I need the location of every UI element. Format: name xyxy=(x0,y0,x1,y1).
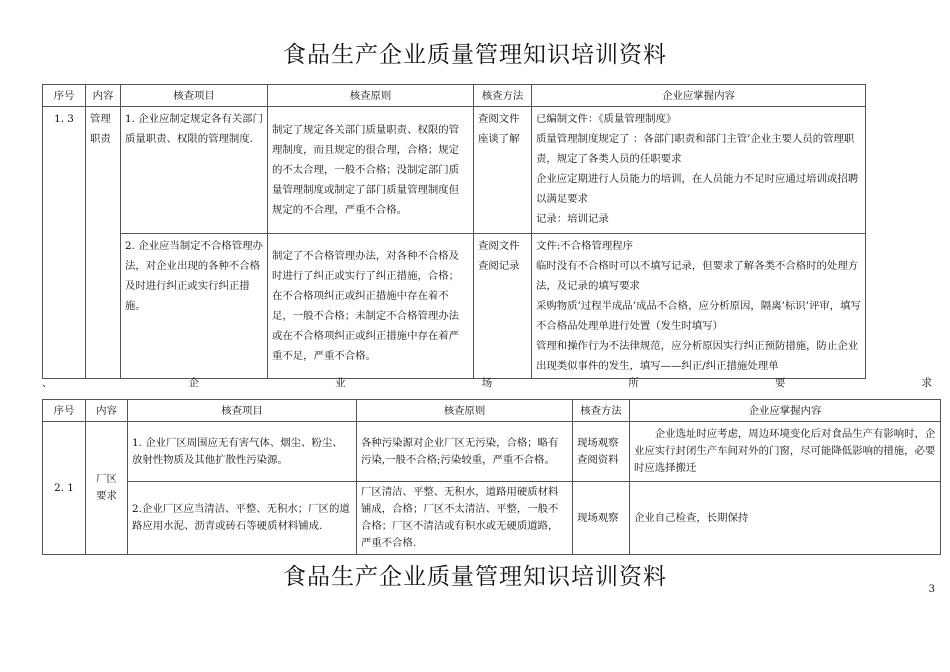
mastery-content: 企业自己检查，长期保持 xyxy=(630,482,941,555)
header-check-item: 核查项目 xyxy=(121,85,268,107)
header-check-method: 核查方法 xyxy=(474,85,532,107)
header-check-principle: 核查原则 xyxy=(268,85,474,107)
section-heading-char: 所 xyxy=(628,377,639,389)
check-method: 查阅文件 座谈了解 xyxy=(474,107,532,234)
header-mastery: 企业应掌握内容 xyxy=(532,85,866,107)
inspection-table-1 xyxy=(42,84,866,379)
check-method: 现场观察 xyxy=(573,482,630,555)
table-row xyxy=(43,234,866,379)
table-header-row xyxy=(43,85,866,107)
check-item: 2. 企业应当制定不合格管理办法，对企业出现的各种不合格及时进行纠正或实行纠正措施。 xyxy=(121,234,268,379)
check-principle: 各种污染源对企业厂区无污染，合格；略有污染,一般不合格;污染较重，严重不合格。 xyxy=(357,422,573,482)
header-content: 内容 xyxy=(86,85,121,107)
section-heading-char: 要 xyxy=(774,377,786,389)
check-item: 1. 企业厂区周围应无有害气体、烟尘、粉尘、放射性物质及其他扩散性污染源。 xyxy=(128,422,357,482)
header-mastery: 企业应掌握内容 xyxy=(630,400,941,422)
table-row xyxy=(43,482,941,555)
section-heading-char: 企 xyxy=(188,377,200,389)
row-seq: 2. 1 xyxy=(43,422,86,555)
header-seq: 序号 xyxy=(43,400,86,422)
section-heading-char: 、 xyxy=(42,377,53,389)
section-heading-char: 业 xyxy=(335,377,346,389)
page-title-repeat: 食品生产企业质量管理知识培训资料 xyxy=(283,564,667,590)
check-principle: 厂区清洁、平整、无积水，道路用硬质材料铺成，合格；厂区不太清洁、平整，一般不合格；厂区不清洁或有积水或无硬质道路，严重不合格. xyxy=(357,482,573,555)
inspection-table-2 xyxy=(42,399,941,555)
header-content: 内容 xyxy=(86,400,128,422)
row-content: 管理职责 xyxy=(86,107,121,379)
header-check-principle: 核查原则 xyxy=(357,400,573,422)
check-item: 2.企业厂区应当清洁、平整、无积水；厂区的道路应用水泥、沥青或砖石等硬质材料铺成. xyxy=(128,482,357,555)
table-row xyxy=(43,107,866,234)
row-content: 厂区 要求 xyxy=(86,422,128,555)
mastery-content: 文件:不合格管理程序 临时没有不合格时可以不填写记录，但要求了解各类不合格时的处理方法，及记录的填写要求 采购物质’过程半成品’成品不合格，应分析原因，隔离’标识’评审，填写不合格品处理单进行处置（发生时填写） 管理和操作行为不法律规范，应分析原因实行纠正预防措施，防止企业出现类似事件的发生，填写——纠正/纠正措施处理单 xyxy=(532,234,866,379)
check-method: 查阅文件 查阅记录 xyxy=(474,234,532,379)
header-check-method: 核查方法 xyxy=(573,400,630,422)
check-principle: 制定了规定各关部门质量职责、权限的管理制度，而且规定的很合理，合格；规定的不太合理，一般不合格；没制定部门质量管理制度或制定了部门质量管理制度但规定的不合理，严重不合格。 xyxy=(268,107,474,234)
check-principle: 制定了不合格管理办法，对各种不合格及时进行了纠正或实行了纠正措施，合格；在不合格项纠正或纠正措施中存在着不足，一般不合格；未制定不合格管理办法或在不合格项纠正或纠正措施中存在着严重不足，严重不合格。 xyxy=(268,234,474,379)
section-heading xyxy=(42,375,932,389)
header-check-item: 核查项目 xyxy=(128,400,357,422)
section-heading-char: 场 xyxy=(481,377,493,389)
table-header-row xyxy=(43,400,941,422)
section-heading-char: 求 xyxy=(921,377,932,389)
mastery-content: 企业选址时应考虑，周边环境变化后对食品生产有影响时，企业应实行封闭生产车间对外的门窗，尽可能降低影响的措施，必要时应选择搬迁 xyxy=(630,422,941,482)
page-number: 3 xyxy=(928,584,935,595)
row-seq: 1. 3 xyxy=(43,107,86,379)
table-row xyxy=(43,422,941,482)
header-seq: 序号 xyxy=(43,85,86,107)
page-title: 食品生产企业质量管理知识培训资料 xyxy=(283,42,667,68)
mastery-content: 已编制文件：《质量管理制度》 质量管理制度规定了 ：各部门职责和部门主管’企业主要人员的管理职责，规定了各类人员的任职要求 企业应定期进行人员能力的培训，在人员能力不足时应通过培训或招聘以满足要求 记录：培训记录 xyxy=(532,107,866,234)
check-method: 现场观察 查阅资料 xyxy=(573,422,630,482)
check-item: 1. 企业应制定规定各有关部门质量职责、权限的管理制度. xyxy=(121,107,268,234)
